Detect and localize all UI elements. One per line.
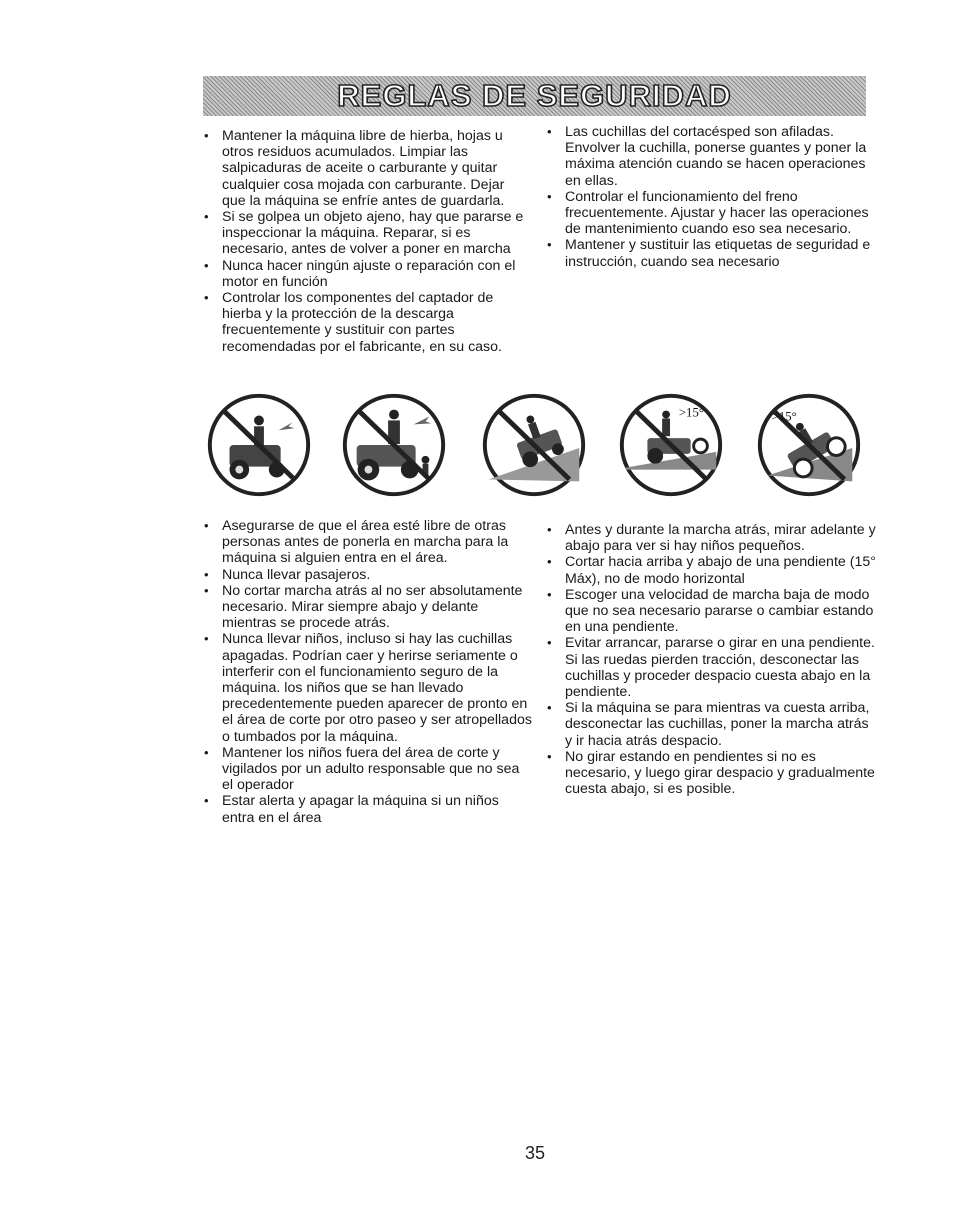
section1-left-column [204, 128, 524, 355]
list-item: • Asegurarse de que el área esté libre de otras personas antes de ponerla en marcha para la máquina si alguien entra en el área. [204, 518, 532, 567]
list-item: • Controlar los componentes del captador de hierba y la protección de la descarga frecuentemente y sustituir con partes recomendadas por el fabricante, en su caso. [204, 290, 524, 355]
list-item: • Controlar el funcionamiento del freno frecuentemente. Ajustar y hacer las operaciones de mantenimiento cuando eso sea necesario. [547, 189, 877, 238]
list-item: • Mantener y sustituir las etiquetas de seguridad e instrucción, cuando sea necesario [547, 237, 877, 269]
list-item: • Estar alerta y apagar la máquina si un niños entra en el área [204, 793, 532, 825]
list-item: • Cortar hacia arriba y abajo de una pendiente (15° Máx), no de modo horizontal [547, 554, 877, 586]
list-item: • Las cuchillas del cortacésped son afiladas. Envolver la cuchilla, ponerse guantes y poner la máxima atención cuando se hacen operaciones en ellas. [547, 124, 877, 189]
no-reverse-slope-icon [475, 390, 593, 500]
list-item: • Si se golpea un objeto ajeno, hay que pararse e inspeccionar la máquina. Reparar, si es necesario, antes de volver a poner en marcha [204, 209, 524, 258]
slope-label: >15° [678, 405, 704, 420]
list-item: • Nunca llevar pasajeros. [204, 567, 532, 583]
list-item: • Antes y durante la marcha atrás, mirar adelante y abajo para ver si hay niños pequeños. [547, 522, 877, 554]
section2-right-column [547, 522, 877, 797]
slope-15-rollover-icon [750, 390, 868, 500]
list-item: • Escoger una velocidad de marcha baja de modo que no sea necesario pararse o cambiar estando en una pendiente. [547, 587, 877, 636]
list-item: • Nunca llevar niños, incluso si hay las cuchillas apagadas. Podrían caer y herirse seriamente o interferir con el funcionamiento seguro de la máquina. los niños que se han llevado precedentemente pueden aparecer de pronto en el área de corte por otro paseo y ser atropellados o tumbados por la máquina. [204, 631, 532, 744]
page-title: REGLAS DE SEGURIDAD [337, 78, 732, 113]
slope-label: >15° [771, 409, 797, 424]
list-item: • Mantener los niños fuera del área de corte y vigilados por un adulto responsable que no sea el operador [204, 745, 532, 794]
list-item: • Evitar arrancar, pararse o girar en una pendiente. Si las ruedas pierden tracción, desconectar las cuchillas y proceder despacio cuesta abajo en la pendiente. [547, 635, 877, 700]
list-item: • Nunca hacer ningún ajuste o reparación con el motor en función [204, 258, 524, 290]
section2-left-column [204, 518, 532, 826]
title-banner [203, 76, 866, 116]
list-item: • No girar estando en pendientes si no es necesario, y luego girar despacio y gradualmente cuesta abajo, si es posible. [547, 749, 877, 798]
safety-icons-row [200, 390, 880, 510]
slope-15-up-icon [612, 390, 730, 500]
section1-right-column [547, 124, 877, 270]
list-item: • No cortar marcha atrás al no ser absolutamente necesario. Mirar siempre abajo y delante mientras se procede atrás. [204, 583, 532, 632]
list-item: • Mantener la máquina libre de hierba, hojas u otros residuos acumulados. Limpiar las salpicaduras de aceite o carburante y quitar cualquier cosa mojada con carburante. Dejar que la máquina se enfríe antes de guardarla. [204, 128, 524, 209]
page-number: 35 [524, 1143, 546, 1163]
no-riders-icon [200, 390, 318, 500]
list-item: • Si la máquina se para mientras va cuesta arriba, desconectar las cuchillas, poner la marcha atrás y ir hacia atrás despacio. [547, 700, 877, 749]
no-children-icon [335, 390, 453, 500]
